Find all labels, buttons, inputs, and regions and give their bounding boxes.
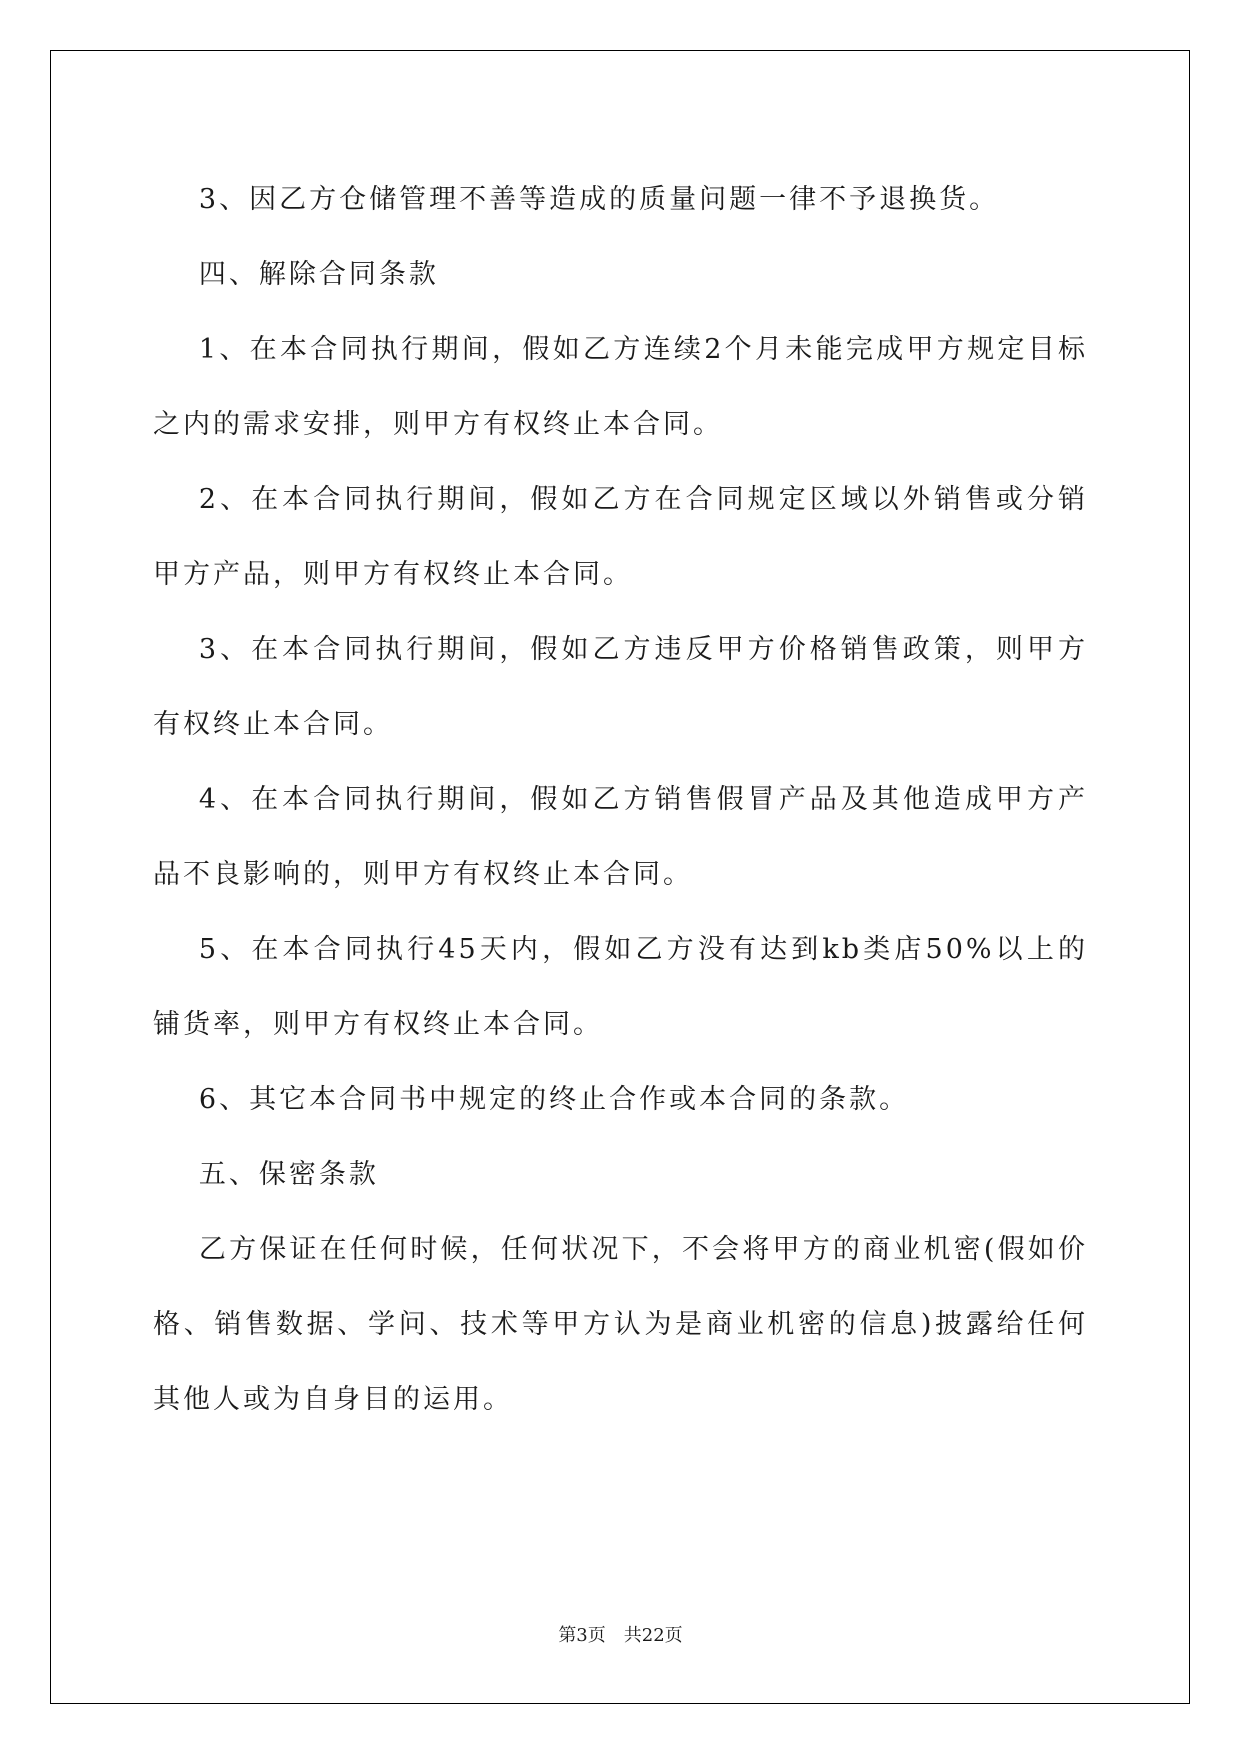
document-body — [153, 162, 1088, 1437]
page-footer — [0, 1621, 1241, 1647]
paragraph-confidentiality: 乙方保证在任何时候，任何状况下，不会将甲方的商业机密(假如价格、销售数据、学问、技术等甲方认为是商业机密的信息)披露给任何其他人或为自身目的运用。 — [153, 1234, 1088, 1415]
paragraph-clause-3-quality: 3、因乙方仓储管理不善等造成的质量问题一律不予退换货。 — [198, 184, 1000, 215]
paragraph-termination-4: 4、在本合同执行期间，假如乙方销售假冒产品及其他造成甲方产品不良影响的，则甲方有权终止本合同。 — [153, 784, 1088, 890]
section-heading-termination: 四、解除合同条款 — [198, 259, 439, 290]
page-number: 第3页 — [558, 1625, 606, 1646]
paragraph-termination-2: 2、在本合同执行期间，假如乙方在合同规定区域以外销售或分销甲方产品，则甲方有权终止本合同。 — [153, 484, 1088, 590]
paragraph-termination-3: 3、在本合同执行期间，假如乙方违反甲方价格销售政策，则甲方有权终止本合同。 — [153, 634, 1088, 740]
paragraph-termination-1: 1、在本合同执行期间，假如乙方连续2个月未能完成甲方规定目标之内的需求安排，则甲方有权终止本合同。 — [153, 334, 1088, 440]
paragraph-termination-5: 5、在本合同执行45天内，假如乙方没有达到kb类店50%以上的铺货率，则甲方有权终止本合同。 — [153, 934, 1088, 1040]
paragraph-termination-6: 6、其它本合同书中规定的终止合作或本合同的条款。 — [198, 1084, 910, 1115]
page-total: 共22页 — [623, 1625, 683, 1646]
section-heading-confidentiality: 五、保密条款 — [198, 1159, 379, 1190]
